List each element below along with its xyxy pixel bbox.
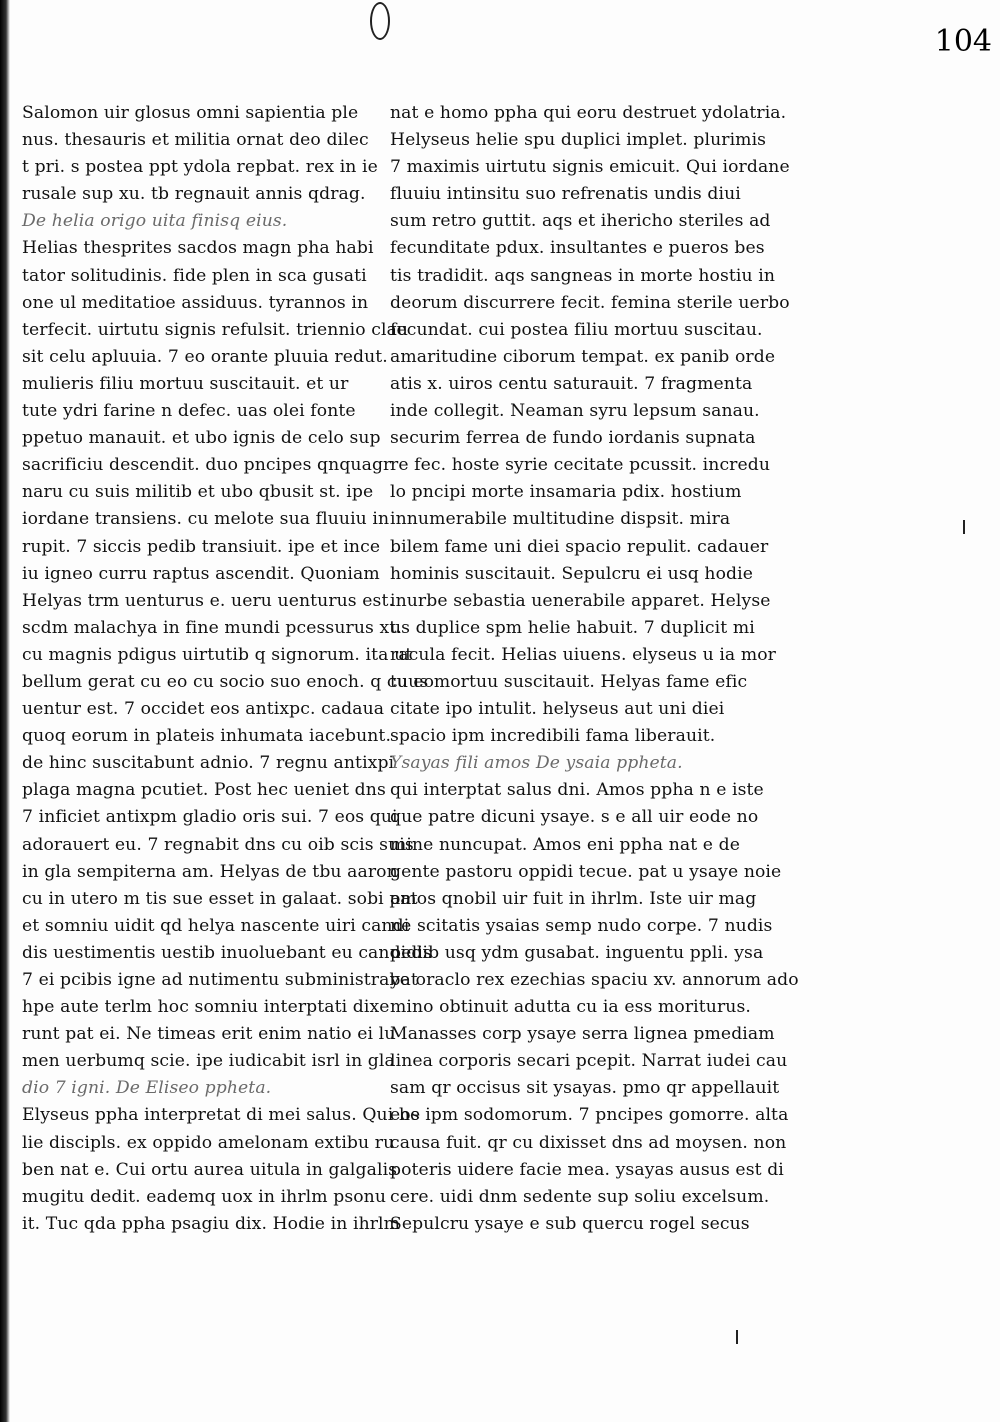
text-line: securim ferrea de fundo iordanis supnata [390, 428, 756, 449]
text-line: tis tradidit. aqs sangneas in morte hostiu in [390, 265, 776, 286]
text-line: citate ipo intulit. helyseus aut uni diei [390, 699, 725, 720]
margin-mark [963, 520, 965, 534]
text-line: tuus mortuu suscitauit. Helyas fame efic [390, 671, 748, 692]
page-gutter-shadow [0, 0, 10, 1422]
text-line: Sepulcru ysaye e sub quercu rogel secus [390, 1213, 750, 1234]
text-line: racula fecit. Helias uiuens. elyseus u ia mor [390, 644, 776, 665]
text-line: qui interptat salus dni. Amos ppha n e iste [390, 780, 764, 801]
text-line: mino obtinuit adutta cu ia ess moriturus. [390, 997, 751, 1018]
text-line: 7 ei pcibis igne ad nutimentu subministrabat [22, 970, 418, 990]
text-line: ben nat e. Cui ortu aurea uitula in galgalis [22, 1159, 398, 1180]
text-line: one ul meditatioe assiduus. tyrannos in [22, 292, 369, 313]
text-line: adorauert eu. 7 regnabit dns cu oib scis suis [22, 834, 414, 855]
right-text-column [390, 100, 799, 1238]
text-line: nat e homo ppha qui eoru destruet ydolatria. [390, 103, 787, 123]
text-line: deorum discurrere fecit. femina sterile uerbo [390, 292, 790, 313]
text-line: plaga magna pcutiet. Post hec ueniet dns [22, 780, 386, 801]
text-line: us duplice spm helie habuit. 7 duplicit mi [390, 617, 755, 638]
text-line: sit celu apluuia. 7 eo orante pluuia redut. [22, 346, 388, 367]
text-line: Helyseus helie spu duplici implet. plurimis [390, 130, 767, 151]
text-line: rupit. 7 siccis pedib transiuit. ipe et ince [22, 536, 381, 557]
text-line: quoq eorum in plateis inhumata iacebunt. [22, 726, 392, 747]
text-line: 7 maximis uirtutu signis emicuit. Qui iordane [390, 157, 790, 178]
text-line: runt pat ei. Ne timeas erit enim natio ei lu [22, 1024, 396, 1045]
folio-number: 104 [934, 24, 992, 59]
left-text-column [22, 100, 435, 1238]
text-line: t pri. s postea ppt ydola repbat. rex in ie [22, 157, 378, 178]
text-line: sacrificiu descendit. duo pncipes qnquagr [22, 455, 392, 476]
text-line: Salomon uir glosus omni sapientia ple [22, 103, 359, 123]
text-line: tator solitudinis. fide plen in sca gusati [22, 265, 367, 286]
text-line: Manasses corp ysaye serra lignea pmediam [390, 1024, 775, 1045]
text-line: bellum gerat cu eo cu socio suo enoch. q cu eo [22, 671, 435, 692]
text-line: fecundat. cui postea filiu mortuu suscitau. [390, 319, 763, 340]
text-line: cere. uidi dnm sedente sup soliu excelsum. [390, 1186, 770, 1207]
text-line: Helias thesprites sacdos magn pha habi [22, 238, 374, 259]
text-line: mulieris filiu mortuu suscitauit. et ur [22, 373, 349, 394]
text-line: spacio ipm incredibili fama liberauit. [390, 726, 716, 747]
text-line: et somniu uidit qd helya nascente uiri candi [22, 915, 410, 936]
text-line: amos qnobil uir fuit in ihrlm. Iste uir mag [390, 888, 757, 909]
text-line: cu magnis pdigus uirtutib q signorum. ita ut [22, 644, 413, 665]
text-line: ye oraclo rex ezechias spaciu xv. annorum ado [390, 970, 799, 990]
text-line: sum retro guttit. aqs et ihericho steriles ad [390, 211, 771, 232]
text-line: nus. thesauris et militia ornat deo dilec [22, 130, 369, 151]
text-line: uentur est. 7 occidet eos antixpc. cadaua [22, 699, 385, 720]
rubric-heading: dio 7 igni. De Eliseo ppheta. [22, 1078, 272, 1099]
text-line: Elyseus ppha interpretat di mei salus. Qui he [22, 1105, 421, 1126]
text-line: eos ipm sodomorum. 7 pncipes gomorre. alta [390, 1105, 789, 1126]
text-line: gente pastoru oppidi tecue. pat u ysaye noie [390, 861, 782, 882]
text-line: iu igneo curru raptus ascendit. Quoniam [22, 563, 380, 584]
text-line: men uerbumq scie. ipe iudicabit isrl in gla [22, 1051, 395, 1072]
text-line: dis uestimentis uestib inuoluebant eu candidis [22, 942, 432, 963]
parchment-hole [370, 2, 390, 40]
text-line: naru cu suis militib et ubo qbusit st. ipe [22, 482, 374, 503]
text-line: de hinc suscitabunt adnio. 7 regnu antixpi [22, 753, 395, 774]
text-line: 7 inficiet antixpm gladio oris sui. 7 eos qui [22, 807, 398, 828]
text-line: mugitu dedit. eademq uox in ihrlm psonu [22, 1186, 387, 1207]
text-line: amaritudine ciborum tempat. ex panib orde [390, 346, 776, 367]
text-line: linea corporis secari pcepit. Narrat iudei cau [390, 1051, 788, 1072]
text-line: re fec. hoste syrie cecitate pcussit. incredu [390, 455, 771, 476]
text-line: inde collegit. Neaman syru lepsum sanau. [390, 401, 760, 422]
text-line: ne scitatis ysaias semp nudo corpe. 7 nudis [390, 915, 773, 936]
text-line: Helyas trm uenturus e. ueru uenturus est. [22, 590, 395, 611]
margin-mark [736, 1330, 738, 1344]
text-line: ppetuo manauit. et ubo ignis de celo sup [22, 428, 381, 449]
text-line: sam qr occisus sit ysayas. pmo qr appellauit [390, 1078, 780, 1099]
text-line: scdm malachya in fine mundi pcessurus xt. [22, 617, 402, 638]
rubric-heading: De helia origo uita finisq eius. [22, 211, 288, 232]
text-line: atis x. uiros centu saturauit. 7 fragmenta [390, 373, 753, 394]
text-line: mine nuncupat. Amos eni ppha nat e de [390, 834, 741, 855]
text-line: hpe aute terlm hoc somniu interptati dixe [22, 997, 390, 1018]
text-line: bilem fame uni diei spacio repulit. cadauer [390, 536, 769, 557]
text-line: iordane transiens. cu melote sua fluuiu in [22, 509, 390, 530]
rubric-heading: Ysayas fili amos De ysaia ppheta. [390, 753, 683, 774]
text-line: in gla sempiterna am. Helyas de tbu aaron [22, 861, 398, 882]
text-line: cu in utero m tis sue esset in galaat. sobi pat [22, 888, 418, 909]
text-line: tute ydri farine n defec. uas olei fonte [22, 401, 356, 422]
text-line: rusale sup xu. tb regnauit annis qdrag. [22, 184, 366, 205]
text-line: it. Tuc qda ppha psagiu dix. Hodie in ihrlm [22, 1213, 401, 1234]
text-line: lo pncipi morte insamaria pdix. hostium [390, 482, 742, 503]
text-line: inurbe sebastia uenerabile apparet. Helyse [390, 590, 771, 611]
text-line: pedib usq ydm gusabat. inguentu ppli. ysa [390, 942, 764, 963]
text-line: poteris uidere facie mea. ysayas ausus est di [390, 1159, 784, 1180]
text-line: causa fuit. qr cu dixisset dns ad moysen. non [390, 1132, 787, 1153]
text-line: fluuiu intinsitu suo refrenatis undis diui [390, 184, 741, 205]
text-line: que patre dicuni ysaye. s e all uir eode no [390, 807, 759, 828]
text-line: terfecit. uirtutu signis refulsit. triennio clau [22, 319, 409, 340]
text-line: fecunditate pdux. insultantes e pueros bes [390, 238, 765, 259]
text-line: lie discipls. ex oppido amelonam extibu ru [22, 1132, 395, 1153]
text-line: hominis suscitauit. Sepulcru ei usq hodie [390, 563, 754, 584]
text-line: innumerabile multitudine dispsit. mira [390, 509, 731, 530]
